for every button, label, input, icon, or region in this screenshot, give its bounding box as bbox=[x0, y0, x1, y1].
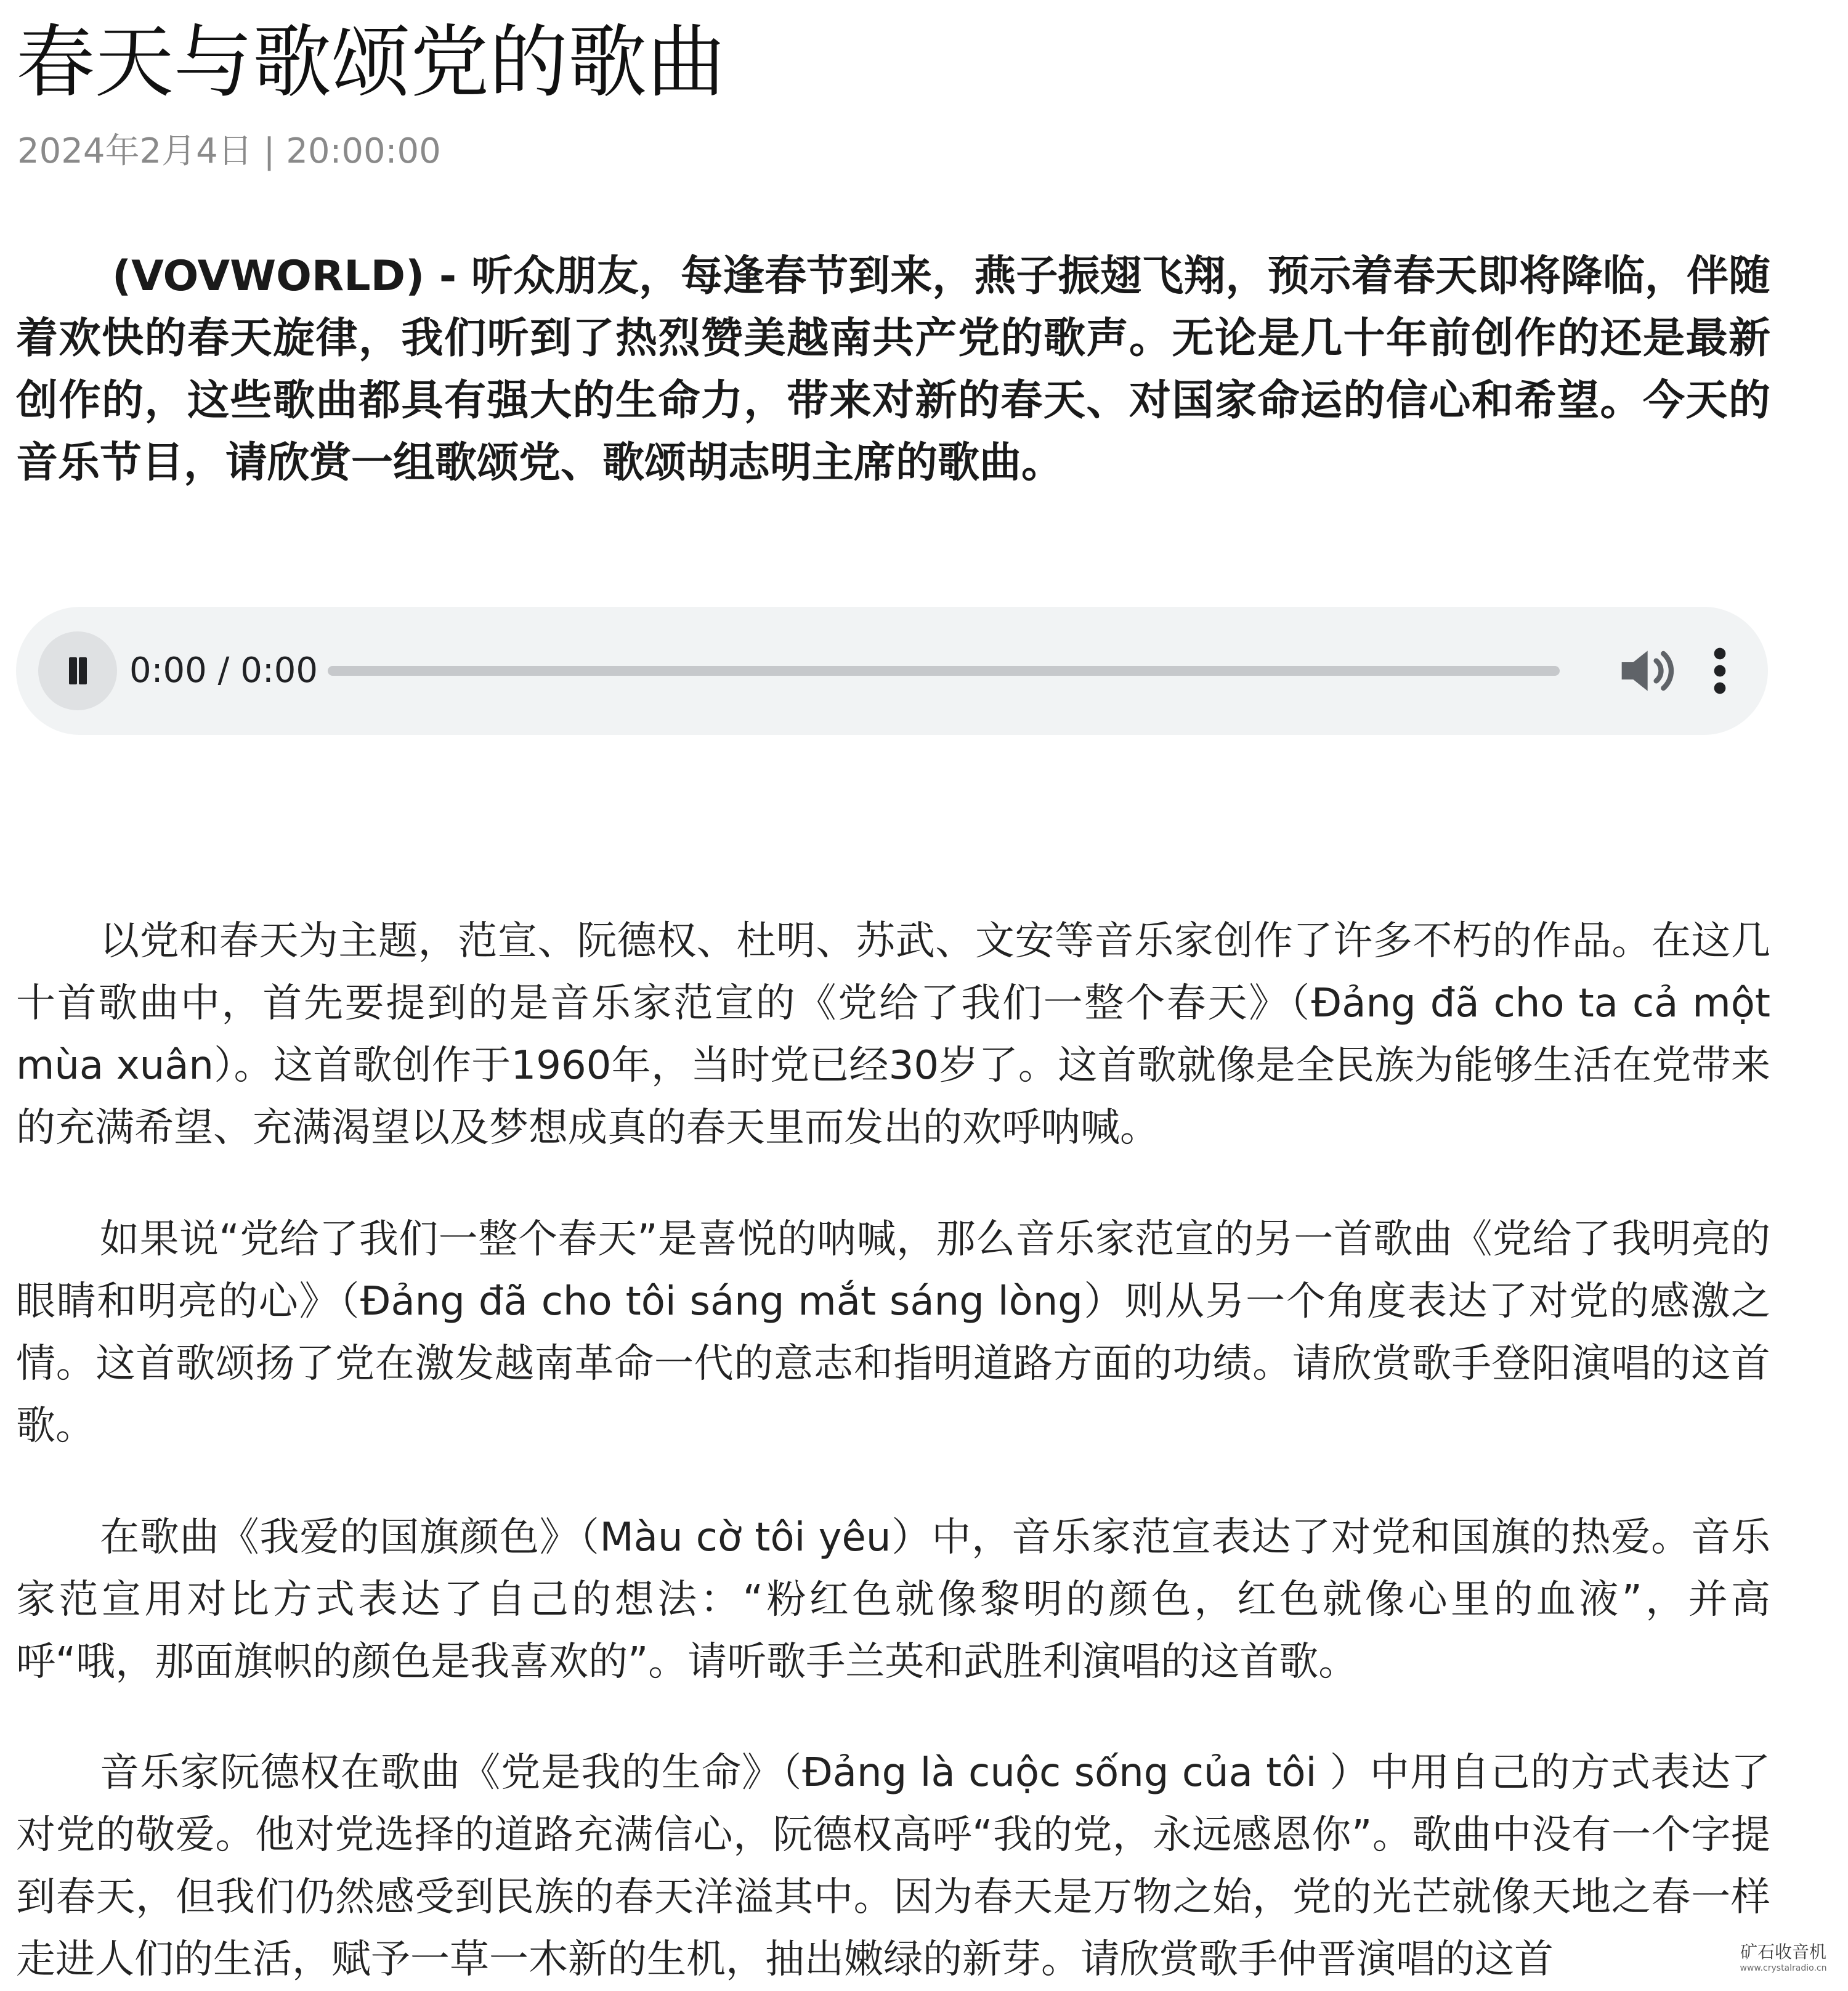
article-paragraph: 如果说“党给了我们一整个春天”是喜悦的呐喊，那么音乐家范宣的另一首歌曲《党给了我明亮的眼睛和明亮的心》（Đảng đã cho tôi sáng mắt sáng lòng）则从另一个角度表达了对党的感激之情。这首歌颂扬了党在激发越南革命一代的意志和指明道路方面的功绩。请欣赏歌手登阳演唱的这首歌。 bbox=[16, 1217, 1770, 1449]
pause-icon bbox=[69, 657, 77, 684]
pause-button[interactable] bbox=[38, 631, 117, 710]
more-vert-icon bbox=[1698, 636, 1742, 705]
volume-button[interactable] bbox=[1610, 636, 1679, 705]
watermark-logo bbox=[1725, 1942, 1842, 1974]
volume-icon bbox=[1610, 636, 1679, 705]
watermark-name: 矿石收音机 bbox=[1740, 1942, 1826, 1962]
article-title: 春天与歌颂党的歌曲 bbox=[16, 17, 726, 108]
more-options-button[interactable] bbox=[1698, 636, 1742, 705]
article-lead: (VOVWORLD) - 听众朋友，每逢春节到来，燕子振翅飞翔，预示着春天即将降临，伴随着欢快的春天旋律，我们听到了热烈赞美越南共产党的歌声。无论是几十年前创作的还是最新创作的，这些歌曲都具有强大的生命力，带来对新的春天、对国家命运的信心和希望。今天的音乐节目，请欣赏一组歌颂党、歌颂胡志明主席的歌曲。 bbox=[16, 252, 1770, 487]
article-paragraph: 音乐家阮德权在歌曲《党是我的生命》（Đảng là cuộc sống của tôi ）中用自己的方式表达了对党的敬爱。他对党选择的道路充满信心，阮德权高呼“我的党，永远感恩你”。歌曲中没有一个字提到春天，但我们仍然感受到民族的春天洋溢其中。因为春天是万物之始，党的光芒就像天地之春一样走进人们的生活，赋予一草一木新的生机，抽出嫩绿的新芽。请欣赏歌手仲晋演唱的这首 bbox=[16, 1750, 1770, 1982]
audio-player bbox=[16, 607, 1768, 735]
article-datetime: 2024年2月4日 | 20:00:00 bbox=[17, 131, 441, 171]
watermark-url: www.crystalradio.cn bbox=[1740, 1963, 1827, 1973]
time-display: 0:00 / 0:00 bbox=[129, 651, 318, 691]
article-paragraph: 以党和春天为主题，范宣、阮德权、杜明、苏武、文安等音乐家创作了许多不朽的作品。在这几十首歌曲中，首先要提到的是音乐家范宣的《党给了我们一整个春天》（Đảng đã cho ta cả một mùa xuân）。这首歌创作于1960年，当时党已经30岁了。这首歌就像是全民族为能够生活在党带来的充满希望、充满渴望以及梦想成真的春天里而发出的欢呼呐喊。 bbox=[16, 918, 1770, 1151]
article-paragraph: 在歌曲《我爱的国旗颜色》（Màu cờ tôi yêu）中，音乐家范宣表达了对党和国旗的热爱。音乐家范宣用对比方式表达了自己的想法：“粉红色就像黎明的颜色，红色就像心里的血液”，并高呼“哦，那面旗帜的颜色是我喜欢的”。请听歌手兰英和武胜利演唱的这首歌。 bbox=[16, 1515, 1770, 1685]
pause-icon-bar bbox=[79, 657, 87, 684]
progress-slider[interactable] bbox=[328, 666, 1560, 676]
